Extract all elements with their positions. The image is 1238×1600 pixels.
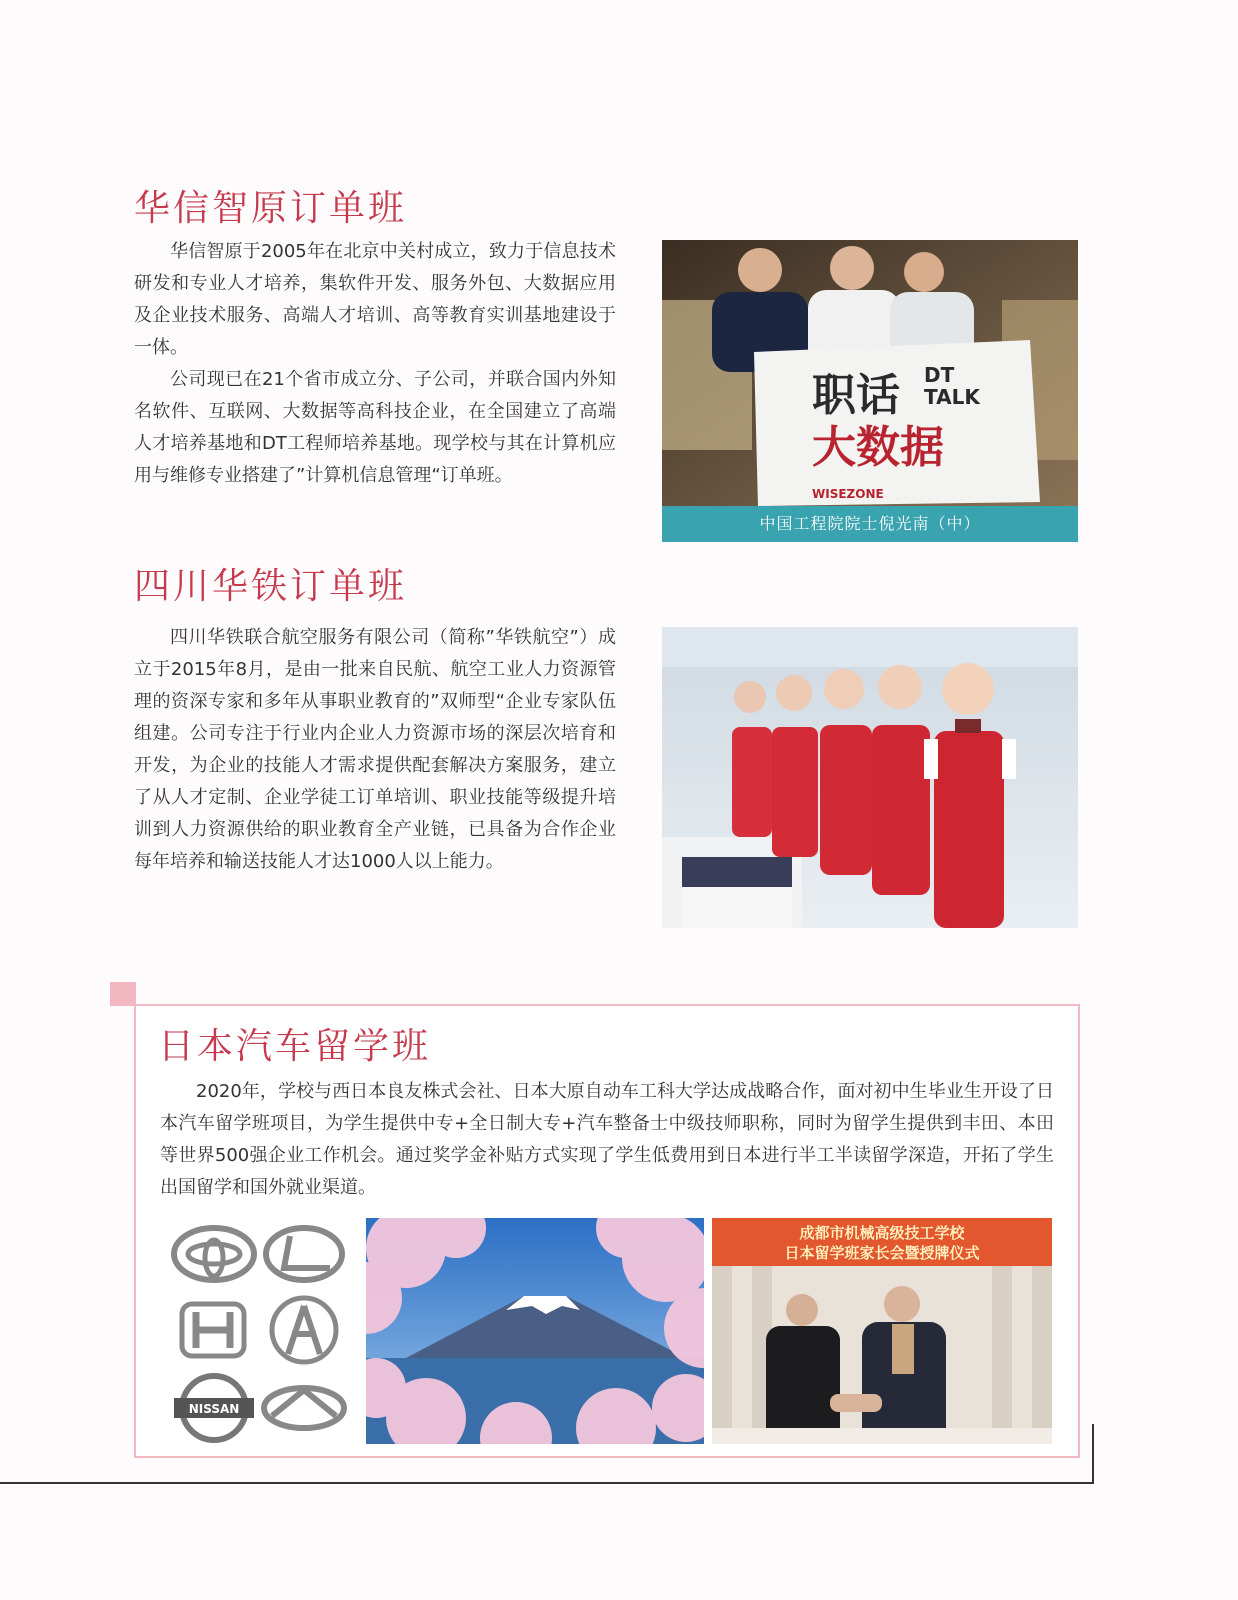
banner-brand-text: WISEZONE	[812, 487, 884, 501]
huatie-paragraph: 四川华铁联合航空服务有限公司（简称”华铁航空”）成立于2015年8月，是由一批来自民航、航空工业人力资源管理的资深专家和多年从事职业教育的”双师型“企业专家队伍组建。公司专注于行业内企业人力资源市场的深层次培育和开发，为企业的技能人才需求提供配套解决方案服务，建立了从人才定制、企业学徒工订单培训、职业技能等级提升培训到人力资源供给的职业教育全产业链，已具备为合作企业每年培养和输送技能人才达1000人以上能力。	[134, 627, 616, 872]
section-huatie-body	[134, 622, 616, 878]
nissan-logo	[174, 1376, 254, 1440]
acura-logo	[272, 1298, 336, 1362]
banner-talk-text: TALK	[924, 385, 980, 409]
section-japan-title: 日本汽车留学班	[158, 1026, 432, 1067]
car-brand-logos	[160, 1222, 360, 1444]
honda-logo	[182, 1304, 244, 1356]
banner-text-line2: 大数据	[812, 422, 944, 473]
page-corner-line-vertical	[1092, 1424, 1094, 1484]
ceremony-banner-line2: 日本留学班家长会暨授牌仪式	[784, 1244, 980, 1262]
section-japan-body	[160, 1076, 1054, 1204]
decorative-pink-square	[110, 982, 136, 1006]
huaxin-photo	[662, 240, 1078, 506]
section-huaxin-body	[134, 236, 616, 492]
page-corner-line-horizontal	[0, 1482, 1094, 1484]
banner-text-line1: 职话	[812, 370, 900, 421]
huaxin-paragraph-2: 公司现已在21个省市成立分、子公司，并联合国内外知名软件、互联网、大数据等高科技企业，在全国建立了高端人才培养基地和DT工程师培养基地。现学校与其在计算机应用与维修专业搭建了”计算机信息管理“订单班。	[134, 369, 616, 486]
ceremony-photo	[712, 1218, 1052, 1444]
ceremony-banner-line1: 成都市机械高级技工学校	[799, 1224, 965, 1242]
banner-dt-text: DT	[924, 363, 955, 387]
japan-paragraph: 2020年，学校与西日本良友株式会社、日本大原自动车工科大学达成战略合作，面对初中生毕业生开设了日本汽车留学班项目，为学生提供中专+全日制大专+汽车整备士中级技师职称，同时为留学生提供到丰田、本田等世界500强企业工作机会。通过奖学金补贴方式实现了学生低费用到日本进行半工半读留学深造，开拓了学生出国留学和国外就业渠道。	[160, 1081, 1054, 1198]
toyota-logo	[174, 1228, 254, 1280]
nissan-logo-text: NISSAN	[188, 1402, 240, 1416]
section-huaxin-title: 华信智原订单班	[134, 188, 408, 229]
infiniti-logo	[264, 1388, 344, 1428]
mount-fuji-cherry-blossom-photo	[366, 1218, 704, 1444]
huaxin-paragraph-1: 华信智原于2005年在北京中关村成立，致力于信息技术研发和专业人才培养，集软件开发、服务外包、大数据应用及企业技术服务、高端人才培训、高等教育实训基地建设于一体。	[134, 241, 616, 358]
section-huatie-title: 四川华铁订单班	[134, 566, 408, 607]
flight-attendants-photo	[662, 627, 1078, 928]
lexus-logo	[266, 1228, 342, 1280]
huaxin-photo-caption: 中国工程院院士倪光南（中）	[662, 506, 1078, 542]
